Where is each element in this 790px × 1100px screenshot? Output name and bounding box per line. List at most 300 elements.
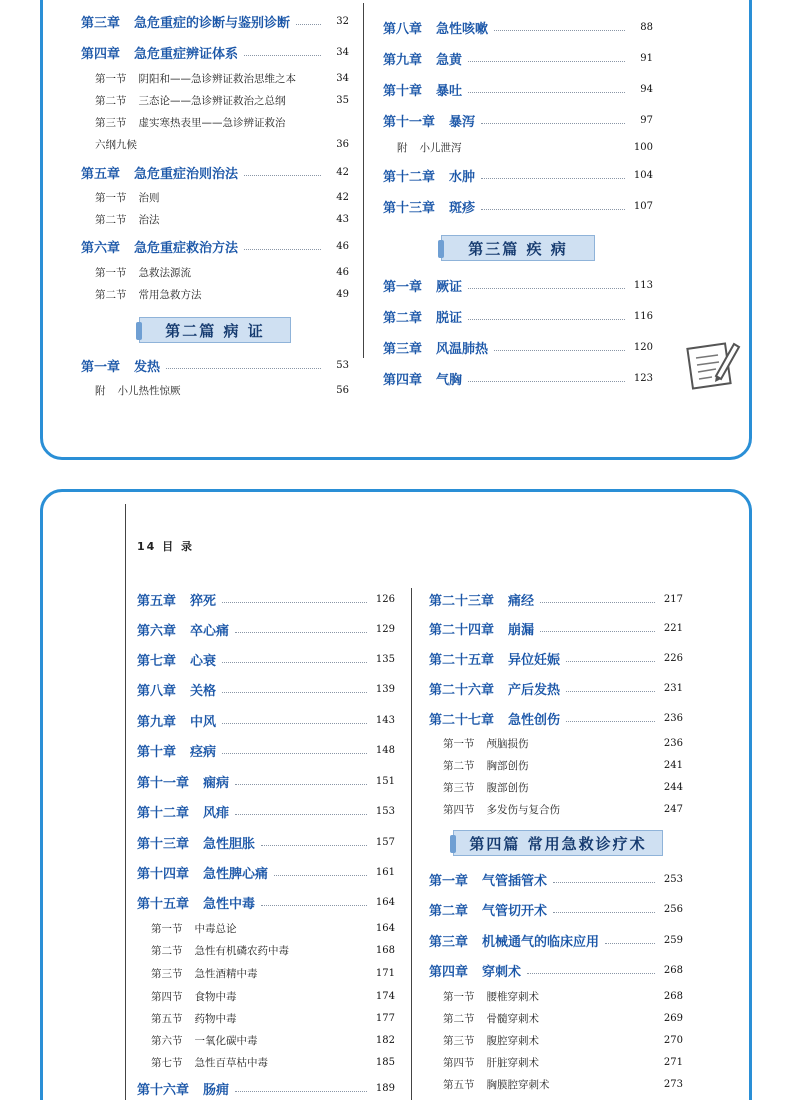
dot-leader — [566, 721, 655, 722]
entry-page-number: 148 — [375, 744, 395, 756]
entry-page-number: 143 — [375, 714, 395, 726]
toc-section-entry — [95, 283, 349, 305]
entry-title: 机械通气的临床应用 — [482, 934, 600, 950]
dot-leader — [468, 381, 625, 382]
entry-number: 第十二章 — [383, 169, 436, 185]
entry-number: 第二节 — [443, 759, 475, 772]
dot-leader — [243, 999, 368, 1000]
dot-leader — [292, 103, 322, 104]
entry-page-number: 34 — [336, 72, 349, 84]
dot-leader — [244, 175, 321, 176]
entry-page-number: 177 — [375, 1012, 395, 1024]
entry-number: 第二章 — [429, 903, 469, 919]
entry-page-number: 185 — [375, 1056, 395, 1068]
entry-page-number: 97 — [640, 114, 653, 126]
entry-title: 虚实寒热表里——急诊辨证救治 — [138, 116, 286, 129]
entry-title: 中风 — [190, 714, 217, 730]
dot-leader — [222, 723, 367, 724]
entry-page-number: 241 — [663, 759, 683, 771]
entry-number: 第五章 — [81, 166, 121, 182]
entry-page-number: 168 — [375, 944, 395, 956]
entry-number: 第二十四章 — [429, 622, 495, 638]
entry-title: 产后发热 — [508, 682, 561, 698]
toc-section-entry — [151, 917, 395, 939]
entry-title: 暴吐 — [436, 83, 463, 99]
note-pencil-icon — [686, 336, 742, 392]
entry-title: 治则 — [138, 191, 160, 204]
toc-chapter-entry — [137, 1077, 395, 1099]
entry-page-number: 253 — [663, 873, 683, 885]
entry-title: 中毒总论 — [194, 922, 237, 935]
entry-number: 第四节 — [443, 803, 475, 816]
entry-title: 急性咳嗽 — [436, 21, 489, 37]
dot-leader — [244, 55, 321, 56]
entry-page-number: 46 — [336, 240, 349, 252]
entry-number: 第三节 — [443, 781, 475, 794]
entry-number: 第十章 — [383, 83, 423, 99]
entry-number: 第二节 — [95, 94, 127, 107]
dot-leader — [222, 692, 367, 693]
entry-page-number: 46 — [336, 266, 349, 278]
dot-leader — [292, 125, 322, 126]
toc-chapter-entry — [429, 677, 683, 699]
page-margin-line — [125, 504, 126, 1100]
entry-page-number: 182 — [375, 1034, 395, 1046]
dot-leader — [535, 746, 656, 747]
toc-chapter-entry — [429, 898, 683, 920]
entry-title: 急危重症的诊断与鉴别诊断 — [134, 15, 291, 31]
entry-number: 第八章 — [383, 21, 423, 37]
entry-number: 第二节 — [95, 288, 127, 301]
entry-number: 第六章 — [137, 623, 177, 639]
entry-page-number: 164 — [375, 896, 395, 908]
toc-chapter-entry — [383, 164, 653, 186]
entry-page-number: 56 — [336, 384, 349, 396]
entry-title: 胸部创伤 — [486, 759, 529, 772]
toc-chapter-entry — [429, 959, 683, 981]
toc-section-entry — [95, 111, 349, 133]
dot-leader — [566, 661, 655, 662]
entry-title: 异位妊娠 — [508, 652, 561, 668]
entry-page-number: 268 — [663, 964, 683, 976]
part-banner: 第四篇 常用急救诊疗术 — [453, 830, 663, 856]
toc-chapter-entry — [137, 861, 395, 883]
entry-page-number: 164 — [375, 922, 395, 934]
entry-title: 急性胆胀 — [203, 836, 256, 852]
dot-leader — [187, 393, 322, 394]
entry-number: 第三节 — [95, 116, 127, 129]
toc-chapter-entry — [137, 800, 395, 822]
entry-number: 第二节 — [151, 944, 183, 957]
dot-leader — [540, 631, 655, 632]
entry-page-number: 120 — [633, 341, 653, 353]
entry-number: 第二十五章 — [429, 652, 495, 668]
entry-number: 第十章 — [137, 744, 177, 760]
entry-title: 三态论——急诊辨证救治之总纲 — [138, 94, 286, 107]
toc-chapter-entry — [137, 618, 395, 640]
dot-leader — [468, 288, 625, 289]
column-divider — [411, 588, 412, 1100]
entry-number: 第二节 — [95, 213, 127, 226]
dot-leader — [545, 1065, 655, 1066]
entry-number: 第一章 — [429, 873, 469, 889]
entry-title: 气管插管术 — [482, 873, 548, 889]
entry-title: 发热 — [134, 359, 161, 375]
toc-chapter-entry — [137, 739, 395, 761]
entry-title: 急性创伤 — [508, 712, 561, 728]
toc-section-entry — [151, 1051, 395, 1073]
entry-title: 急性百草枯中毒 — [194, 1056, 268, 1069]
toc-chapter-entry — [137, 891, 395, 913]
entry-page-number: 259 — [663, 934, 683, 946]
toc-chapter-entry — [137, 648, 395, 670]
entry-page-number: 268 — [663, 990, 683, 1002]
dot-leader — [494, 30, 625, 31]
dot-leader — [556, 1087, 656, 1088]
part-banner: 第三篇 疾 病 — [441, 235, 595, 261]
entry-number: 第七节 — [151, 1056, 183, 1069]
dot-leader — [481, 123, 625, 124]
entry-page-number: 161 — [375, 866, 395, 878]
entry-title: 急性有机磷农药中毒 — [194, 944, 289, 957]
dot-leader — [222, 662, 367, 663]
entry-number: 第二十三章 — [429, 593, 495, 609]
entry-title: 常用急救方法 — [138, 288, 202, 301]
entry-title: 急性脾心痛 — [203, 866, 269, 882]
toc-section-entry — [95, 133, 349, 155]
toc-chapter-entry — [81, 161, 349, 183]
entry-title: 骨髓穿刺术 — [486, 1012, 539, 1025]
entry-title: 急黄 — [436, 52, 463, 68]
entry-number: 第七章 — [137, 653, 177, 669]
page-header: 14 目 录 — [137, 540, 194, 553]
entry-number: 第六章 — [81, 240, 121, 256]
entry-page-number: 231 — [663, 682, 683, 694]
entry-title: 颅脑损伤 — [486, 737, 529, 750]
entry-title: 心衰 — [190, 653, 217, 669]
entry-page-number: 32 — [336, 15, 349, 27]
toc-section-entry — [443, 1029, 683, 1051]
toc-chapter-entry — [383, 109, 653, 131]
toc-section-entry — [151, 1029, 395, 1051]
entry-page-number: 88 — [640, 21, 653, 33]
dot-leader — [166, 368, 321, 369]
toc-section-entry — [443, 798, 683, 820]
entry-page-number: 35 — [336, 94, 349, 106]
entry-number: 第一节 — [443, 737, 475, 750]
toc-panel-top — [40, 0, 752, 460]
entry-page-number: 113 — [633, 279, 653, 291]
dot-leader — [535, 790, 656, 791]
entry-page-number: 100 — [633, 141, 653, 153]
toc-section-entry — [151, 985, 395, 1007]
toc-chapter-entry — [383, 47, 653, 69]
entry-number: 第十三章 — [383, 200, 436, 216]
dot-leader — [481, 178, 625, 179]
entry-title: 小儿热性惊厥 — [117, 384, 181, 397]
toc-chapter-entry — [383, 274, 653, 296]
dot-leader — [264, 976, 368, 977]
entry-page-number: 247 — [663, 803, 683, 815]
entry-number: 第二十六章 — [429, 682, 495, 698]
entry-title: 水肿 — [449, 169, 476, 185]
dot-leader — [545, 1021, 655, 1022]
entry-title: 腰椎穿刺术 — [486, 990, 539, 1003]
entry-page-number: 157 — [375, 836, 395, 848]
entry-title: 风温肺热 — [436, 341, 489, 357]
entry-number: 第一节 — [151, 922, 183, 935]
dot-leader — [235, 784, 367, 785]
dot-leader — [527, 973, 655, 974]
entry-page-number: 34 — [336, 46, 349, 58]
toc-section-entry — [443, 776, 683, 798]
dot-leader — [468, 319, 625, 320]
entry-number: 第五节 — [443, 1078, 475, 1091]
toc-chapter-entry — [137, 588, 395, 610]
entry-page-number: 107 — [633, 200, 653, 212]
dot-leader — [494, 350, 625, 351]
toc-section-entry — [443, 732, 683, 754]
entry-number: 第四章 — [429, 964, 469, 980]
entry-title: 痛经 — [508, 593, 535, 609]
dot-leader — [468, 92, 625, 93]
entry-number: 第十一章 — [383, 114, 436, 130]
entry-number: 第二章 — [383, 310, 423, 326]
toc-chapter-entry — [81, 10, 349, 32]
dot-leader — [295, 953, 367, 954]
entry-page-number: 221 — [663, 622, 683, 634]
dot-leader — [235, 1091, 367, 1092]
entry-number: 第三节 — [443, 1034, 475, 1047]
entry-title: 猝死 — [190, 593, 217, 609]
toc-section-entry — [95, 89, 349, 111]
entry-page-number: 226 — [663, 652, 683, 664]
dot-leader — [208, 297, 322, 298]
toc-section-entry — [151, 939, 395, 961]
entry-page-number: 236 — [663, 737, 683, 749]
entry-page-number: 269 — [663, 1012, 683, 1024]
entry-page-number: 151 — [375, 775, 395, 787]
entry-title: 急性中毒 — [203, 896, 256, 912]
entry-number: 第一节 — [95, 72, 127, 85]
entry-number: 第三章 — [383, 341, 423, 357]
toc-section-entry — [443, 1051, 683, 1073]
dot-leader — [235, 632, 367, 633]
entry-title: 痫病 — [203, 775, 230, 791]
dot-leader — [302, 81, 321, 82]
entry-title: 脱证 — [436, 310, 463, 326]
entry-page-number: 171 — [375, 967, 395, 979]
entry-title: 穿刺术 — [482, 964, 522, 980]
entry-number: 第五节 — [151, 1012, 183, 1025]
entry-title: 治法 — [138, 213, 160, 226]
toc-chapter-entry — [81, 354, 349, 376]
entry-page-number: 153 — [375, 805, 395, 817]
dot-leader — [566, 812, 655, 813]
entry-page-number: 53 — [336, 359, 349, 371]
entry-title: 食物中毒 — [194, 990, 237, 1003]
entry-page-number: 256 — [663, 903, 683, 915]
entry-title: 腹腔穿刺术 — [486, 1034, 539, 1047]
dot-leader — [468, 150, 626, 151]
entry-number: 第一节 — [443, 990, 475, 1003]
entry-page-number: 123 — [633, 372, 653, 384]
entry-number: 第十四章 — [137, 866, 190, 882]
entry-title: 急危重症辨证体系 — [134, 46, 239, 62]
dot-leader — [243, 931, 368, 932]
entry-title: 多发伤与复合伤 — [486, 803, 560, 816]
dot-leader — [143, 147, 321, 148]
dot-leader — [197, 275, 321, 276]
entry-page-number: 217 — [663, 593, 683, 605]
entry-number: 第九章 — [383, 52, 423, 68]
entry-number: 第五章 — [137, 593, 177, 609]
toc-chapter-entry — [81, 235, 349, 257]
toc-section-entry — [151, 962, 395, 984]
entry-title: 药物中毒 — [194, 1012, 237, 1025]
dot-leader — [222, 602, 367, 603]
toc-section-entry — [443, 754, 683, 776]
entry-title: 风痱 — [203, 805, 230, 821]
entry-page-number: 129 — [375, 623, 395, 635]
entry-page-number: 174 — [375, 990, 395, 1002]
part-banner: 第二篇 病 证 — [139, 317, 291, 343]
entry-number: 第十一章 — [137, 775, 190, 791]
entry-number: 第一章 — [81, 359, 121, 375]
entry-number: 第一节 — [95, 191, 127, 204]
entry-title: 六纲九候 — [95, 138, 137, 151]
entry-page-number: 126 — [375, 593, 395, 605]
dot-leader — [244, 249, 321, 250]
entry-title: 急性酒精中毒 — [194, 967, 258, 980]
entry-title: 阴阳和——急诊辨证救治思维之本 — [138, 72, 296, 85]
toc-section-entry — [95, 67, 349, 89]
toc-chapter-entry — [137, 770, 395, 792]
entry-page-number: 49 — [336, 288, 349, 300]
entry-number: 第十二章 — [137, 805, 190, 821]
toc-section-entry — [443, 985, 683, 1007]
entry-title: 崩漏 — [508, 622, 535, 638]
dot-leader — [545, 999, 655, 1000]
entry-title: 气胸 — [436, 372, 463, 388]
toc-chapter-entry — [383, 78, 653, 100]
entry-number: 第一章 — [383, 279, 423, 295]
entry-number: 第二十七章 — [429, 712, 495, 728]
entry-number: 第九章 — [137, 714, 177, 730]
entry-number: 第一节 — [95, 266, 127, 279]
toc-section-entry — [397, 136, 653, 158]
dot-leader — [535, 768, 656, 769]
toc-chapter-entry — [383, 336, 653, 358]
dot-leader — [566, 691, 655, 692]
entry-title: 胸膜腔穿刺术 — [486, 1078, 550, 1091]
entry-page-number: 43 — [336, 213, 349, 225]
toc-chapter-entry — [137, 709, 395, 731]
toc-chapter-entry — [383, 195, 653, 217]
dot-leader — [274, 875, 367, 876]
toc-panel-bottom — [40, 489, 752, 1100]
entry-number: 第十三章 — [137, 836, 190, 852]
toc-chapter-entry — [429, 617, 683, 639]
dot-leader — [296, 24, 321, 25]
entry-page-number: 36 — [336, 138, 349, 150]
dot-leader — [545, 1043, 655, 1044]
entry-title: 痉病 — [190, 744, 217, 760]
entry-title: 一氧化碳中毒 — [194, 1034, 258, 1047]
entry-title: 肝脏穿刺术 — [486, 1056, 539, 1069]
entry-number: 第十五章 — [137, 896, 190, 912]
entry-title: 小儿泄泻 — [419, 141, 462, 154]
entry-number: 第二节 — [443, 1012, 475, 1025]
entry-number: 第四节 — [443, 1056, 475, 1069]
entry-page-number: 270 — [663, 1034, 683, 1046]
dot-leader — [274, 1065, 367, 1066]
toc-chapter-entry — [429, 647, 683, 669]
entry-page-number: 42 — [336, 166, 349, 178]
entry-number: 第四节 — [151, 990, 183, 1003]
dot-leader — [166, 222, 322, 223]
entry-number: 第八章 — [137, 683, 177, 699]
entry-title: 关格 — [190, 683, 217, 699]
entry-number: 第十六章 — [137, 1082, 190, 1098]
dot-leader — [553, 882, 655, 883]
toc-chapter-entry — [429, 588, 683, 610]
entry-page-number: 135 — [375, 653, 395, 665]
entry-number: 第三章 — [81, 15, 121, 31]
entry-number: 第四章 — [383, 372, 423, 388]
entry-title: 暴泻 — [449, 114, 476, 130]
entry-number: 第三章 — [429, 934, 469, 950]
entry-page-number: 189 — [375, 1082, 395, 1094]
toc-chapter-entry — [429, 707, 683, 729]
entry-number: 第四章 — [81, 46, 121, 62]
column-divider — [363, 3, 364, 358]
entry-title: 急救法源流 — [138, 266, 191, 279]
dot-leader — [540, 602, 655, 603]
entry-page-number: 139 — [375, 683, 395, 695]
entry-title: 卒心痛 — [190, 623, 230, 639]
dot-leader — [261, 845, 367, 846]
entry-page-number: 236 — [663, 712, 683, 724]
toc-section-entry — [95, 261, 349, 283]
dot-leader — [222, 753, 367, 754]
entry-page-number: 104 — [633, 169, 653, 181]
dot-leader — [481, 209, 625, 210]
entry-title: 气管切开术 — [482, 903, 548, 919]
toc-section-entry — [95, 379, 349, 401]
entry-number: 第六节 — [151, 1034, 183, 1047]
entry-title: 斑疹 — [449, 200, 476, 216]
entry-number: 第三节 — [151, 967, 183, 980]
toc-chapter-entry — [383, 16, 653, 38]
toc-section-entry — [443, 1073, 683, 1095]
dot-leader — [166, 200, 322, 201]
entry-page-number: 273 — [663, 1078, 683, 1090]
toc-chapter-entry — [429, 868, 683, 890]
entry-title: 肠痈 — [203, 1082, 230, 1098]
entry-number: 附 — [397, 141, 408, 154]
entry-page-number: 244 — [663, 781, 683, 793]
entry-page-number: 91 — [640, 52, 653, 64]
entry-title: 急危重症治则治法 — [134, 166, 239, 182]
dot-leader — [264, 1043, 368, 1044]
entry-title: 腹部创伤 — [486, 781, 529, 794]
entry-page-number: 42 — [336, 191, 349, 203]
toc-chapter-entry — [429, 929, 683, 951]
toc-chapter-entry — [81, 41, 349, 63]
entry-title: 厥证 — [436, 279, 463, 295]
entry-page-number: 271 — [663, 1056, 683, 1068]
